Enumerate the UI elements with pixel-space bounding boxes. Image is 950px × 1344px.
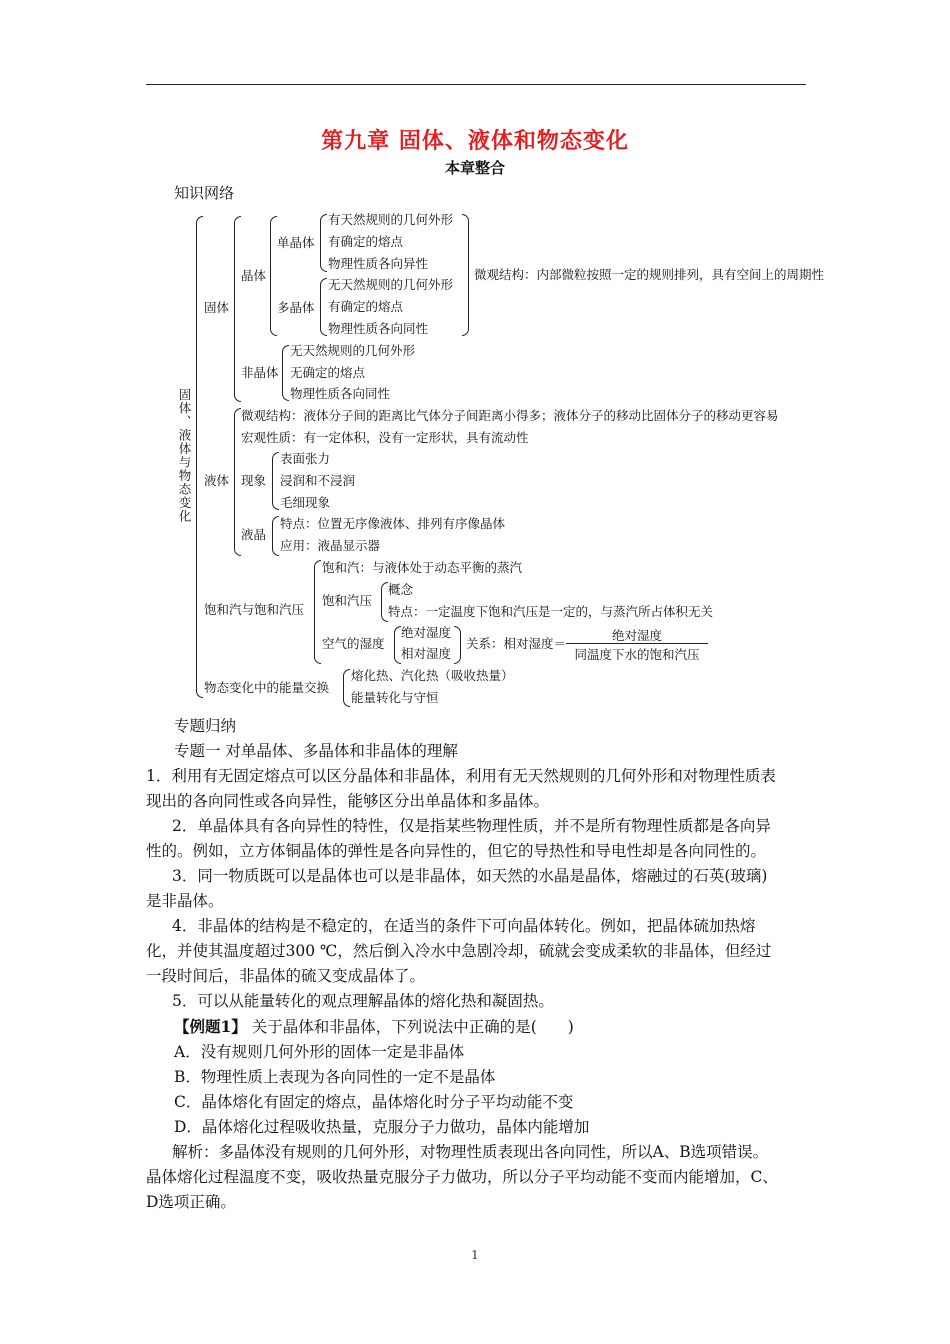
humidity-item: 相对湿度 xyxy=(401,646,452,661)
topic-heading: 专题一 对单晶体、多晶体和非晶体的理解 xyxy=(174,742,458,760)
phenomena-label: 现象 xyxy=(241,473,267,488)
humidity-right-brace xyxy=(454,626,461,664)
analysis: 解析：多晶体没有规则的几何外形，对物理性质表现出各向同性，所以A、B选项错误。晶体熔化过程温度不变，吸收热量克服分子力做功，所以分子平均动能不变而内能增加，C、D选项正确。 xyxy=(146,1143,778,1211)
section-title: 本章整合 xyxy=(444,159,505,177)
phenomena-brace xyxy=(272,452,279,510)
poly-item: 物理性质各向同性 xyxy=(328,321,429,336)
energy-item: 能量转化与守恒 xyxy=(351,690,439,705)
page-number: 1 xyxy=(471,1248,479,1262)
energy-label: 物态变化中的能量交换 xyxy=(204,680,330,695)
liquid-macro: 宏观性质：有一定体积，没有一定形状，具有流动性 xyxy=(241,430,529,445)
paragraph: 5．可以从能量转化的观点理解晶体的熔化热和凝固热。 xyxy=(172,992,554,1010)
amorphous-brace xyxy=(282,345,289,401)
amorphous-item: 无确定的熔点 xyxy=(290,365,366,380)
poly-crystal-brace xyxy=(320,278,327,336)
humidity-relation: 关系：相对湿度＝ xyxy=(466,636,567,651)
crystal-brace xyxy=(270,216,277,336)
sat-pressure-item: 特点：一定温度下饱和汽压是一定的，与蒸汽所占体积无关 xyxy=(388,604,714,619)
chapter-title: 第九章 固体、液体和物态变化 xyxy=(321,129,629,154)
phenomena-item: 浸润和不浸润 xyxy=(280,473,356,488)
option-b: B．物理性质上表现为各向同性的一定不是晶体 xyxy=(174,1068,496,1086)
fraction-denominator: 同温度下水的饱和汽压 xyxy=(574,647,700,662)
option-d: D．晶体熔化过程吸收热量，克服分子力做功，晶体内能增加 xyxy=(174,1118,590,1136)
amorphous-label: 非晶体 xyxy=(241,365,279,380)
sat-pressure-label: 饱和汽压 xyxy=(322,593,373,608)
amorphous-item: 物理性质各向同性 xyxy=(290,386,391,401)
single-item: 有天然规则的几何外形 xyxy=(328,212,454,227)
sat-pressure-item: 概念 xyxy=(388,582,414,597)
summary-heading: 专题归纳 xyxy=(174,717,237,735)
energy-item: 熔化热、汽化热（吸收热量） xyxy=(351,668,514,683)
liquid-crystal-brace xyxy=(272,516,279,556)
single-item: 有确定的熔点 xyxy=(328,234,404,249)
vapor-brace xyxy=(314,560,321,664)
solid-label: 固体 xyxy=(204,300,230,315)
crystal-label: 晶体 xyxy=(241,268,267,283)
sat-pressure-brace xyxy=(381,582,388,622)
vapor-label: 饱和汽与饱和汽压 xyxy=(204,602,305,617)
liquid-label: 液体 xyxy=(204,473,230,488)
poly-crystal-label: 多晶体 xyxy=(277,300,315,315)
saturated-vapor: 饱和汽：与液体处于动态平衡的蒸汽 xyxy=(322,560,523,575)
humidity-label: 空气的湿度 xyxy=(322,636,385,651)
crystal-micro: 微观结构：内部微粒按照一定的规则排列，具有空间上的周期性 xyxy=(474,267,825,282)
fraction-line xyxy=(566,643,708,644)
network-heading: 知识网络 xyxy=(174,184,235,202)
solid-brace xyxy=(234,216,241,402)
liquid-crystal-label: 液晶 xyxy=(241,527,267,542)
example-tag: 【例题1】 xyxy=(174,1017,247,1036)
root-label: 固体、液体与物态变化 xyxy=(177,388,192,523)
option-a: A．没有规则几何外形的固体一定是非晶体 xyxy=(174,1043,465,1061)
energy-brace xyxy=(343,669,350,707)
header-rule xyxy=(146,84,806,85)
liquid-brace xyxy=(234,408,241,556)
amorphous-item: 无天然规则的几何外形 xyxy=(290,343,416,358)
single-crystal-label: 单晶体 xyxy=(277,235,315,250)
paragraph: 4．非晶体的结构是不稳定的，在适当的条件下可向晶体转化。例如，把晶体硫加热熔化，并使其温度超过300 ℃，然后倒入冷水中急剧冷却，硫就会变成柔软的非晶体，但经过一段时间后，非晶体的硫又变成晶体了。 xyxy=(146,917,772,985)
root-brace xyxy=(196,216,203,698)
paragraph: 1．利用有无固定熔点可以区分晶体和非晶体，利用有无天然规则的几何外形和对物理性质表现出的各向同性或各向异性，能够区分出单晶体和多晶体。 xyxy=(146,767,776,810)
phenomena-item: 表面张力 xyxy=(280,451,331,466)
phenomena-item: 毛细现象 xyxy=(280,495,331,510)
liquid-crystal-item: 特点：位置无序像液体、排列有序像晶体 xyxy=(280,516,506,531)
paragraph: 2．单晶体具有各向异性的特性，仅是指某些物理性质，并不是所有物理性质都是各向异性的。例如，立方体铜晶体的弹性是各向异性的，但它的导热性和导电性却是各向同性的。 xyxy=(146,817,771,860)
humidity-brace xyxy=(394,626,401,664)
single-crystal-brace xyxy=(320,214,327,272)
humidity-item: 绝对湿度 xyxy=(401,625,452,640)
fraction-numerator: 绝对湿度 xyxy=(611,628,662,643)
poly-item: 无天然规则的几何外形 xyxy=(328,277,454,292)
single-item: 物理性质各向异性 xyxy=(328,256,429,271)
example-question: 【例题1】 关于晶体和非晶体，下列说法中正确的是( ) xyxy=(174,1017,574,1036)
liquid-crystal-item: 应用：液晶显示器 xyxy=(280,538,381,553)
summary-section xyxy=(146,714,810,1215)
poly-item: 有确定的熔点 xyxy=(328,299,404,314)
option-c: C．晶体熔化有固定的熔点，晶体熔化时分子平均动能不变 xyxy=(174,1093,574,1111)
paragraph: 3．同一物质既可以是晶体也可以是非晶体，如天然的水晶是晶体，熔融过的石英(玻璃)是非晶体。 xyxy=(146,867,768,910)
liquid-micro: 微观结构：液体分子间的距离比气体分子间距离小得多；液体分子的移动比固体分子的移动更容易 xyxy=(241,408,779,423)
crystal-right-brace xyxy=(462,214,469,336)
